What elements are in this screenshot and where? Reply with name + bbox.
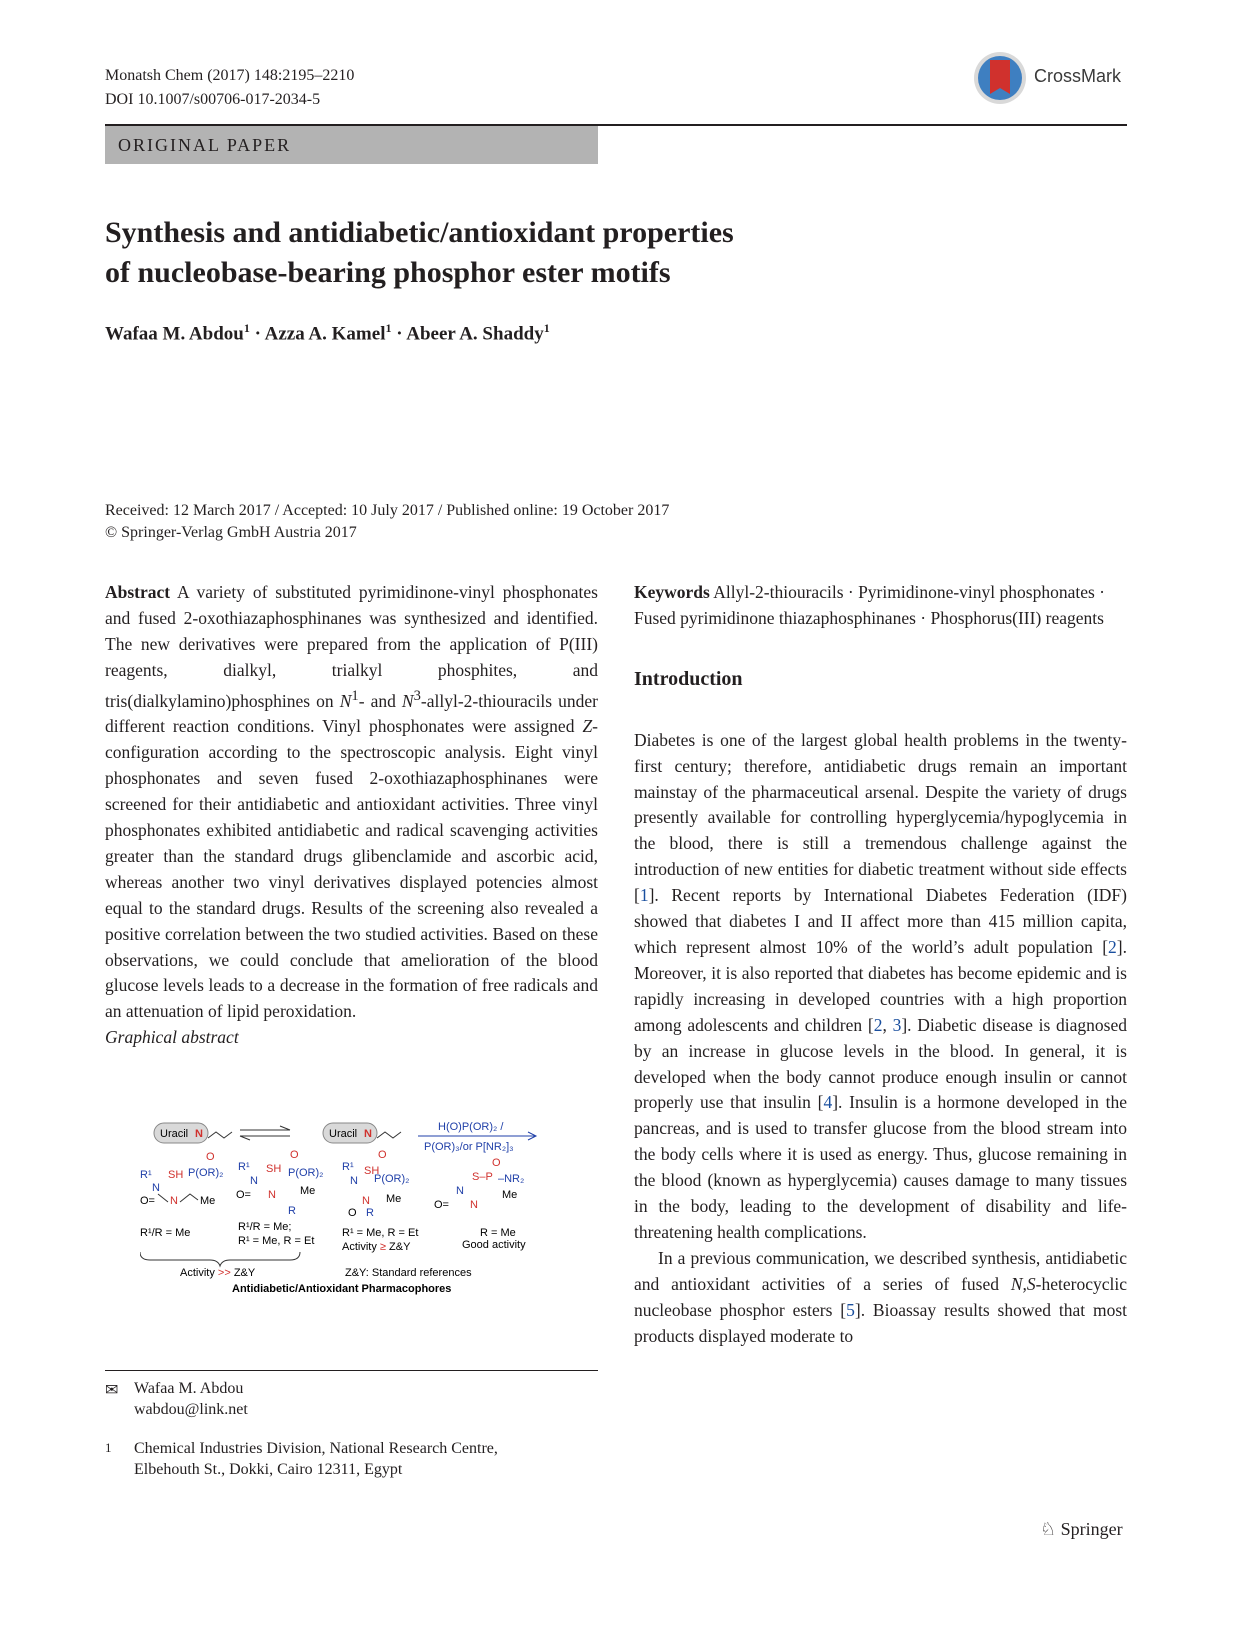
paper-title	[105, 213, 925, 293]
atom-label: N	[268, 1189, 276, 1201]
allyl-bond	[377, 1132, 401, 1138]
caption-2b: R¹ = Me, R = Et	[238, 1235, 315, 1247]
body-text: In a previous communication, we described synthesis, antidiabetic and antioxidant activities of a series of fused	[634, 1247, 1127, 1294]
bond	[158, 1194, 198, 1202]
structure-4	[434, 1157, 524, 1211]
caption-3a: R¹ = Me, R = Et	[342, 1227, 419, 1239]
caption-text: Activity	[180, 1267, 215, 1279]
atom-label: N	[350, 1175, 358, 1187]
keywords	[634, 580, 1127, 632]
graphical-abstract-label: Graphical abstract	[105, 1027, 239, 1048]
right-column	[634, 580, 1127, 1349]
abstract-text: -allyl-2-thiouracils under different reaction conditions. Vinyl phosphonates were assigned	[105, 690, 598, 737]
author-email[interactable]: wabdou@link.net	[134, 1401, 248, 1418]
brace	[140, 1252, 300, 1266]
author-name[interactable]: Azza A. Kamel	[264, 323, 386, 345]
author-list: Wafaa M. Abdou$^1$ · Azza A. Kamel$^1$ · Abeer A. Shaddy$^1$	[105, 321, 550, 345]
keywords-label: Keywords	[634, 582, 710, 602]
activity-caption	[180, 1267, 256, 1279]
correspondence	[134, 1378, 248, 1420]
citation-link[interactable]: 3	[892, 1014, 902, 1035]
introduction-paragraph-2	[634, 1246, 1127, 1350]
author-name[interactable]: Wafaa M. Abdou	[105, 323, 244, 345]
equilibrium-arrow	[240, 1126, 290, 1130]
springer-horse-icon: ♘	[1040, 1519, 1057, 1539]
body-text: -heterocyclic nucleobase phosphor esters [	[634, 1273, 1127, 1320]
atom-label: R¹	[238, 1161, 250, 1173]
caption-4b: Good activity	[462, 1239, 526, 1251]
abstract-text: A variety of substituted pyrimidinone-vinyl phosphonates and fused 2-oxothiazaphosphinanes was synthesized and identified. The new derivatives were prepared from the application of P(III) reagents, dialkyl, trialkyl phosphites, and tris(dialkylamino)phosphines on	[105, 582, 598, 711]
atom-label: O=	[434, 1199, 449, 1211]
nitrogen-label: N	[364, 1128, 372, 1140]
caption-text: Z&Y	[389, 1241, 411, 1253]
caption-4a: R = Me	[480, 1227, 516, 1239]
introduction-paragraph-1	[634, 728, 1127, 1246]
caption-1: R¹/R = Me	[140, 1227, 191, 1239]
reaction-arrow	[418, 1132, 536, 1140]
abstract-italic: N	[339, 690, 352, 711]
author-affiliation: 1	[385, 321, 392, 335]
abstract-text: - and	[358, 690, 402, 711]
left-column	[105, 580, 598, 1051]
footnote-rule	[105, 1370, 598, 1371]
atom-label: SH	[168, 1169, 184, 1181]
atom-label: N	[170, 1195, 178, 1207]
citation-link[interactable]: 4	[823, 1092, 833, 1113]
body-text: ]. Insulin is a hormone developed in the pancreas, and is used to transfer glucose from the blood stream into the body cells where it is used as energy. Thus, glucose remaining in the blood (known as hyperglycemia) causes damage to many tissues in the body, leading to the development of disability and life-threatening health complications.	[634, 1092, 1127, 1242]
structure-1	[140, 1151, 223, 1207]
crossmark-badge[interactable]	[972, 50, 1122, 106]
body-text: Diabetes is one of the largest global health problems in the twenty-first century; therefore, antidiabetic drugs remain an important mainstay of the pharmaceutical arsenal. Despite the variety of drugs presently available for controlling hyperglycemia/hypoglycemia in the blood, there is still a tremendous challenge against the introduction of new entities for diabetic treatment without side effects [	[634, 729, 1127, 906]
caption-2a: R¹/R = Me;	[238, 1221, 292, 1233]
pharmacophores-caption: Antidiabetic/Antioxidant Pharmacophores	[232, 1283, 452, 1295]
doi[interactable]: DOI 10.1007/s00706-017-2034-5	[105, 91, 321, 108]
atom-label: O	[290, 1149, 299, 1161]
atom-label: SH	[266, 1163, 282, 1175]
atom-label: P(OR)₂	[188, 1167, 224, 1179]
allyl-bond	[208, 1132, 232, 1138]
citation-link[interactable]: 2	[1108, 936, 1117, 957]
caption-operator: >>	[217, 1267, 231, 1279]
structure-2	[236, 1149, 323, 1217]
atom-label: P(OR)₂	[288, 1167, 324, 1179]
atom-label: O	[492, 1157, 501, 1169]
abstract-italic: Z	[582, 716, 593, 737]
abstract-italic: N	[401, 690, 414, 711]
equilibrium-arrow	[240, 1136, 290, 1140]
publication-dates	[105, 500, 669, 544]
publisher-name: Springer	[1060, 1519, 1123, 1539]
affiliation	[134, 1438, 498, 1480]
keywords-text: Allyl-2-thiouracils · Pyrimidinone-vinyl phosphonates · Fused pyrimidinone thiazaphosphinanes · Phosphorus(III) reagents	[634, 582, 1106, 628]
atom-label: N	[456, 1185, 464, 1197]
corresponding-author: Wafaa M. Abdou	[134, 1380, 244, 1397]
atom-label: –NR₂	[498, 1173, 525, 1185]
atom-label: N	[250, 1175, 258, 1187]
author-name[interactable]: Abeer A. Shaddy	[406, 323, 544, 345]
body-text: ]. Moreover, it is also reported that diabetes has become epidemic and is rapidly increasing in developed countries with a high proportion among adolescents and children [	[634, 936, 1127, 1035]
title-line-1: Synthesis and antidiabetic/antioxidant properties	[105, 216, 734, 249]
abstract-sup: 3	[413, 687, 421, 704]
history-line: Received: 12 March 2017 / Accepted: 10 July 2017 / Published online: 19 October 2017	[105, 502, 670, 519]
atom-label: O	[206, 1151, 215, 1163]
author-affiliation: 1	[243, 321, 250, 335]
atom-label: O=	[140, 1195, 155, 1207]
crossmark-icon	[972, 50, 1028, 106]
atom-label: N	[470, 1199, 478, 1211]
atom-label: R¹	[140, 1169, 152, 1181]
atom-label: R¹	[342, 1161, 354, 1173]
atom-label: R	[366, 1207, 374, 1219]
body-text: ]. Diabetic disease is diagnosed by an increase in glucose levels in the blood. In general, it is developed when the body cannot produce enough insulin or cannot properly use that insulin [	[634, 1014, 1127, 1113]
atom-label: Me	[502, 1189, 518, 1201]
affiliation-line: Chemical Industries Division, National Research Centre,	[134, 1440, 498, 1457]
section-banner	[105, 126, 598, 164]
correspondence-icon: ✉	[105, 1382, 119, 1399]
caption-text: Z&Y	[233, 1267, 256, 1279]
journal-citation-block	[105, 64, 354, 112]
atom-label: Me	[386, 1193, 402, 1205]
abstract-sup: 1	[351, 687, 359, 704]
atom-label: O	[348, 1207, 357, 1219]
atom-label: SH	[364, 1165, 380, 1177]
abstract-label: Abstract	[105, 582, 171, 602]
abstract-text: -configuration according to the spectroscopic analysis. Eight vinyl phosphonates and seven fused 2-oxothiazaphosphinanes were screened for their antidiabetic and antioxidant activities. Three vinyl phosphonates exhibited antidiabetic and radical scavenging activities greater than the standard drugs glibenclamide and ascorbic acid, whereas another two vinyl derivatives displayed potencies almost equal to the standard drugs. Results of the screening also revealed a positive correlation between the two studied activities. Based on these observations, we could conclude that amelioration of the blood glucose levels leads to a decrease in the formation of free radicals and an attenuation of lipid peroxidation.	[105, 716, 598, 1022]
nitrogen-label: N	[195, 1128, 203, 1140]
atom-label: O=	[236, 1189, 251, 1201]
atom-label: Me	[300, 1185, 316, 1197]
body-text: ]. Bioassay results showed that most products displayed moderate to	[634, 1299, 1127, 1346]
atom-label: Me	[200, 1195, 216, 1207]
structure-3	[342, 1149, 409, 1219]
introduction-heading: Introduction	[634, 667, 743, 690]
reagent-bottom: P(OR)₃/or P[NR₂]₃	[424, 1141, 514, 1153]
affiliation-number: 1	[105, 1440, 112, 1455]
caption-text: Activity	[342, 1241, 377, 1253]
citation-link[interactable]: 5	[846, 1299, 855, 1320]
abstract	[105, 580, 598, 1025]
uracil-label: Uracil	[160, 1128, 189, 1140]
affiliation-line: Elbehouth St., Dokki, Cairo 12311, Egypt	[134, 1461, 403, 1478]
body-text: ]. Recent reports by International Diabetes Federation (IDF) showed that diabetes I and II affect more than 415 million capita, which represent almost 10% of the world’s adult population [	[634, 885, 1127, 957]
crossmark-label: CrossMark	[1034, 66, 1122, 86]
reagent-top: H(O)P(OR)₂ /	[438, 1121, 504, 1133]
graphical-abstract	[140, 1118, 560, 1318]
atom-label: R	[288, 1205, 296, 1217]
citation-link[interactable]: 2	[873, 1014, 883, 1035]
atom-label: P(OR)₂	[374, 1173, 410, 1185]
standard-references: Z&Y: Standard references	[345, 1267, 472, 1279]
body-italic: N,S	[1010, 1273, 1036, 1294]
copyright-line: © Springer-Verlag GmbH Austria 2017	[105, 524, 357, 541]
title-line-2: of nucleobase-bearing phosphor ester motifs	[105, 256, 671, 289]
atom-label: N	[362, 1195, 370, 1207]
uracil-label: Uracil	[329, 1128, 358, 1140]
atom-label: O	[378, 1149, 387, 1161]
author-affiliation: 1	[543, 321, 550, 335]
caption-3b	[342, 1241, 411, 1253]
journal-citation: Monatsh Chem (2017) 148:2195–2210	[105, 67, 355, 84]
section-label: ORIGINAL PAPER	[118, 135, 292, 155]
caption-operator: ≥	[379, 1241, 386, 1253]
atom-label: N	[152, 1182, 160, 1194]
publisher-logo	[1040, 1519, 1123, 1540]
citation-link[interactable]: 1	[639, 885, 649, 906]
body-text: ,	[882, 1014, 893, 1035]
atom-label: S–P	[472, 1171, 493, 1183]
